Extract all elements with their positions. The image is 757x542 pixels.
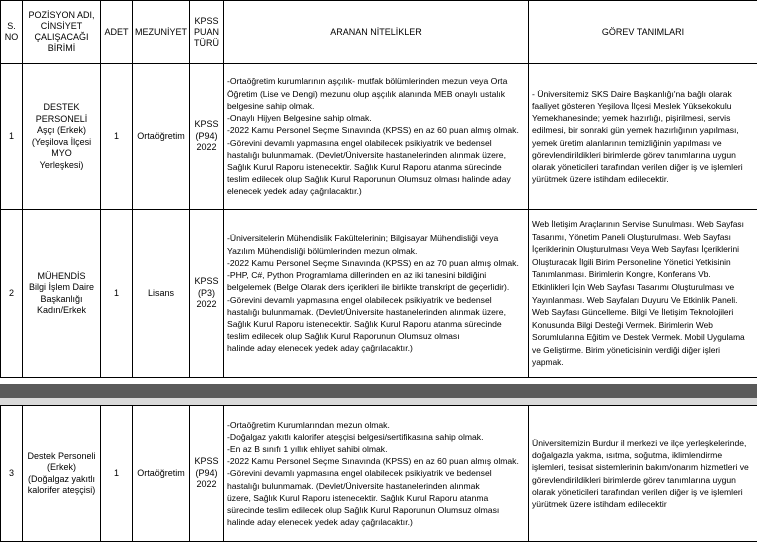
position-cell: DESTEK PERSONELİ Aşçı (Erkek) (Yeşilova İlçesi MYO Yerleşkesi) xyxy=(23,64,101,210)
header-row xyxy=(1,1,757,64)
requirements-cell: -Ortaöğretim Kurumlarından mezun olmak. -Doğalgaz yakıtlı kalorifer ateşçisi belgesi/sertifikasına sahip olmak. -En az B sınıfı 1 yıllık ehliyet sahibi olmak. -2022 Kamu Personel Seçme Sınavında (KPSS) en az 60 puan almış olmak. -Görevini devamlı yapmasına engel olabilecek psikiyatrik ve bedensel hastalığı bulunmamak. (Devlet/Üniversite hastanelerinden alınmak üzere, Sağlık Kurul Raporu istenecektir. Sağlık Kurul Raporu atanma sürecinde teslim edilecek olup Sağlık Kurul Raporunun Olumsuz olması halinde aday elenecek yedek aday çağrılacaktır.) xyxy=(224,406,529,542)
header-count: ADET xyxy=(101,1,133,64)
header-requirements: ARANAN NİTELİKLER xyxy=(224,1,529,64)
table-row xyxy=(1,210,757,378)
requirements-cell: -Üniversitelerin Mühendislik Fakültelerinin; Bilgisayar Mühendisliği veya Yazılım Mühendisliği bölümlerinden mezun olmak. -2022 Kamu Personel Seçme Sınavında (KPSS) en az 70 puan almış olmak. -PHP, C#, Python Programlama dillerinden en az iki tanesini bildiğini belgelemek (Belge Olarak ders içerikleri ile birlikte transkript de geçerlidir). -Görevini devamlı yapmasına engel olabilecek psikiyatrik ve bedensel hastalığı bulunmamak. (Devlet/Üniversite hastanelerinden alınmak üzere, Sağlık Kurul Raporu istenecektir. Sağlık Kurul Raporu atanma sürecinde teslim edilecek olup Sağlık Kurul Raporunun Olumsuz olması halinde aday elenecek yedek aday çağrılacaktır.) xyxy=(224,210,529,378)
count-cell: 1 xyxy=(101,210,133,378)
duties-cell: - Üniversitemiz SKS Daire Başkanlığı'na bağlı olarak faaliyet gösteren Yeşilova İlçesi Meslek Yüksekokulu Yemekhanesinde; yemek hazırlığı, pişirilmesi, servis edilmesi, bir sonraki gün yemek hazırlığının yapılması, yemek üretim alanlarının temizliğinin yapılması ve görevlendirildikleri birimlerde görev tanımlarına uygun olarak yöneticileri tarafından verilen diğer iş ve işlemleri yürütmek üzere istihdam edilecektir. xyxy=(529,64,757,210)
count-cell: 1 xyxy=(101,64,133,210)
table-row xyxy=(1,64,757,210)
header-duties: GÖREV TANIMLARI xyxy=(529,1,757,64)
duties-cell: Web İletişim Araçlarının Servise Sunulması. Web Sayfası Tasarımı, Yönetim Paneli Oluşturulması. Web Sayfası İçeriklerinin Oluşturulması Veya Web Sayfası İçeriklerini Oluşturacak İlgili Birim Personeline Yönetici Yetkisinin Tanımlanması. Birimlerin Kongre, Konferans Vb. Etkinlikleri İçin Web Sayfası Tasarımı Oluşturulması ve Yayınlanması. Web Sayfaları Duyuru Ve Etkinlik Paneli. Web Sayfası Güncelleme. Bilgi Ve İletişim Teknolojileri Konusunda Bilgi Desteği Vermek. Birimlerin Web Sorumlularına Eğitim ve Destek Vermek. Mobil Uygulama ve Geliştirme. Birim yöneticisinin verdiği diğer işleri yapmak. xyxy=(529,210,757,378)
education-cell: Ortaöğretim xyxy=(133,64,190,210)
header-sno: S. NO xyxy=(1,1,23,64)
education-cell: Ortaöğretim xyxy=(133,406,190,542)
page-separator xyxy=(0,384,757,398)
row-number: 2 xyxy=(1,210,23,378)
kpss-cell: KPSS (P94) 2022 xyxy=(190,406,224,542)
positions-table-continued xyxy=(0,405,757,542)
row-number: 1 xyxy=(1,64,23,210)
position-cell: MÜHENDİS Bilgi İşlem Daire Başkanlığı Kadın/Erkek xyxy=(23,210,101,378)
header-education: MEZUNİYET xyxy=(133,1,190,64)
header-position: POZİSYON ADI, CİNSİYET ÇALIŞACAĞI BİRİMİ xyxy=(23,1,101,64)
duties-cell: Üniversitemizin Burdur il merkezi ve ilçe yerleşkelerinde, doğalgazla yakma, ısıtma, soğutma, iklimlendirme işlemleri, tesisat sistemlerinin bakım/onarım hizmetleri ve görevlendirildikleri birimlerde görev tanımlarına uygun olarak yöneticileri tarafından verilen diğer iş ve işlemleri yürütmek üzere istihdam edilecektir xyxy=(529,406,757,542)
header-kpss: KPSS PUAN TÜRÜ xyxy=(190,1,224,64)
page-gap xyxy=(0,398,757,405)
position-cell: Destek Personeli (Erkek) (Doğalgaz yakıtlı kalorifer ateşçisi) xyxy=(23,406,101,542)
kpss-cell: KPSS (P3) 2022 xyxy=(190,210,224,378)
table-row xyxy=(1,406,757,542)
education-cell: Lisans xyxy=(133,210,190,378)
kpss-cell: KPSS (P94) 2022 xyxy=(190,64,224,210)
count-cell: 1 xyxy=(101,406,133,542)
row-number: 3 xyxy=(1,406,23,542)
requirements-cell: -Ortaöğretim kurumlarının aşçılık- mutfak bölümlerinden mezun veya Orta Öğretim (Lise ve Dengi) mezunu olup aşçılık alanında MEB onaylı ustalık belgesine sahip olmak. -Onaylı Hijyen Belgesine sahip olmak. -2022 Kamu Personel Seçme Sınavında (KPSS) en az 60 puan almış olmak. -Görevini devamlı yapmasına engel olabilecek psikiyatrik ve bedensel hastalığı bulunmamak. (Devlet/Üniversite hastanelerinden alınmak üzere, Sağlık Kurul Raporu istenecektir. Sağlık Kurul Raporu atanma sürecinde teslim edilecek olup Sağlık Kurul Raporunun Olumsuz olması halinde aday elenecek yedek aday çağrılacaktır.) xyxy=(224,64,529,210)
